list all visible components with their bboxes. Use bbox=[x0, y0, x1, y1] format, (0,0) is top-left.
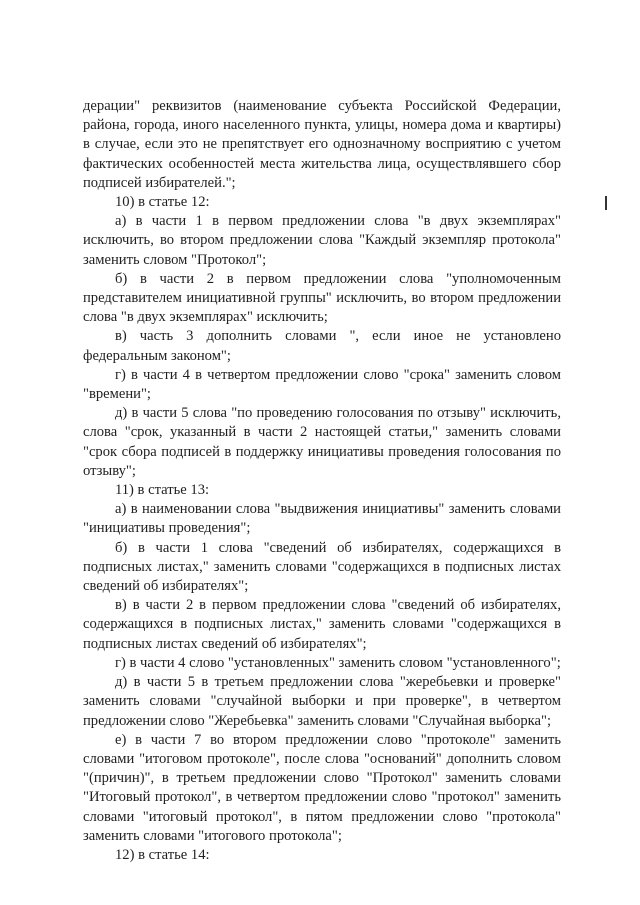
item-11-a: а) в наименовании слова "выдвижения инициативы" заменить словами "инициативы проведения"; bbox=[83, 501, 561, 537]
item-11-heading: 11) в статье 13: bbox=[115, 482, 210, 499]
item-10-g: г) в части 4 в четвертом предложении слово "срока" заменить словом "времени"; bbox=[83, 366, 561, 403]
item-10-d: д) в части 5 слова "по проведению голосования по отзыву" исключить, слова "срок, указанный в части 2 настоящей статьи," заменить словами "срок сбора подписей в поддержку инициативы проведения голосования по отзыву"; bbox=[83, 405, 561, 479]
item-10-b: б) в части 2 в первом предложении слова "уполномоченным представителем инициативной группы" исключить, во втором предложении слова "в двух экземплярах" исключить; bbox=[83, 270, 561, 326]
item-11-b: б) в части 1 слова "сведений об избирателях, содержащихся в подписных листах," заменить словами "содержащихся в подписных листах сведений об избирателях"; bbox=[83, 539, 561, 595]
item-10-a: а) в части 1 в первом предложении слова "в двух экземплярах" исключить, во втором предложении слова "Каждый экземпляр протокола" заменить словом "Протокол"; bbox=[83, 213, 561, 268]
item-10-heading: 10) в статье 12: bbox=[115, 194, 210, 211]
item-11-g: г) в части 4 слово "установленных" заменить словом "установленного"; bbox=[115, 654, 561, 671]
item-11-d: д) в части 5 в третьем предложении слова "жеребьевки и проверке" заменить словами "случайной выборки и при проверке", в четвертом предложении слово "Жеребьевка" заменить словами "Случайная выборка"; bbox=[83, 674, 561, 729]
document-body bbox=[83, 97, 561, 865]
item-10-v: в) часть 3 дополнить словами ", если иное не установлено федеральным законом"; bbox=[83, 328, 561, 364]
item-11-v: в) в части 2 в первом предложении слова "сведений об избирателях, содержащихся в подписных листах," заменить словами "содержащихся в подписных листах сведений об избирателях"; bbox=[83, 597, 561, 652]
margin-mark bbox=[605, 196, 607, 210]
item-11-e: е) в части 7 во втором предложении слово "протоколе" заменить словами "итоговом протоколе", после слова "оснований" дополнить словом "(причин)", в третьем предложении слово "Протокол" заменить словами "Итоговый протокол", в четвертом предложении слово "протокол" заменить словами "итоговый протокол", в пятом предложении слово "протокола" заменить словами "итогового протокола"; bbox=[83, 731, 561, 844]
item-12-heading: 12) в статье 14: bbox=[115, 846, 210, 863]
paragraph-continuation: дерации" реквизитов (наименование субъекта Российской Федерации, района, города, иного населенного пункта, улицы, номера дома и квартиры) в случае, если это не препятствует его однозначному восприятию с учетом фактических особенностей места жительства лица, осуществлявшего сбор подписей избирателей."; bbox=[83, 98, 561, 191]
